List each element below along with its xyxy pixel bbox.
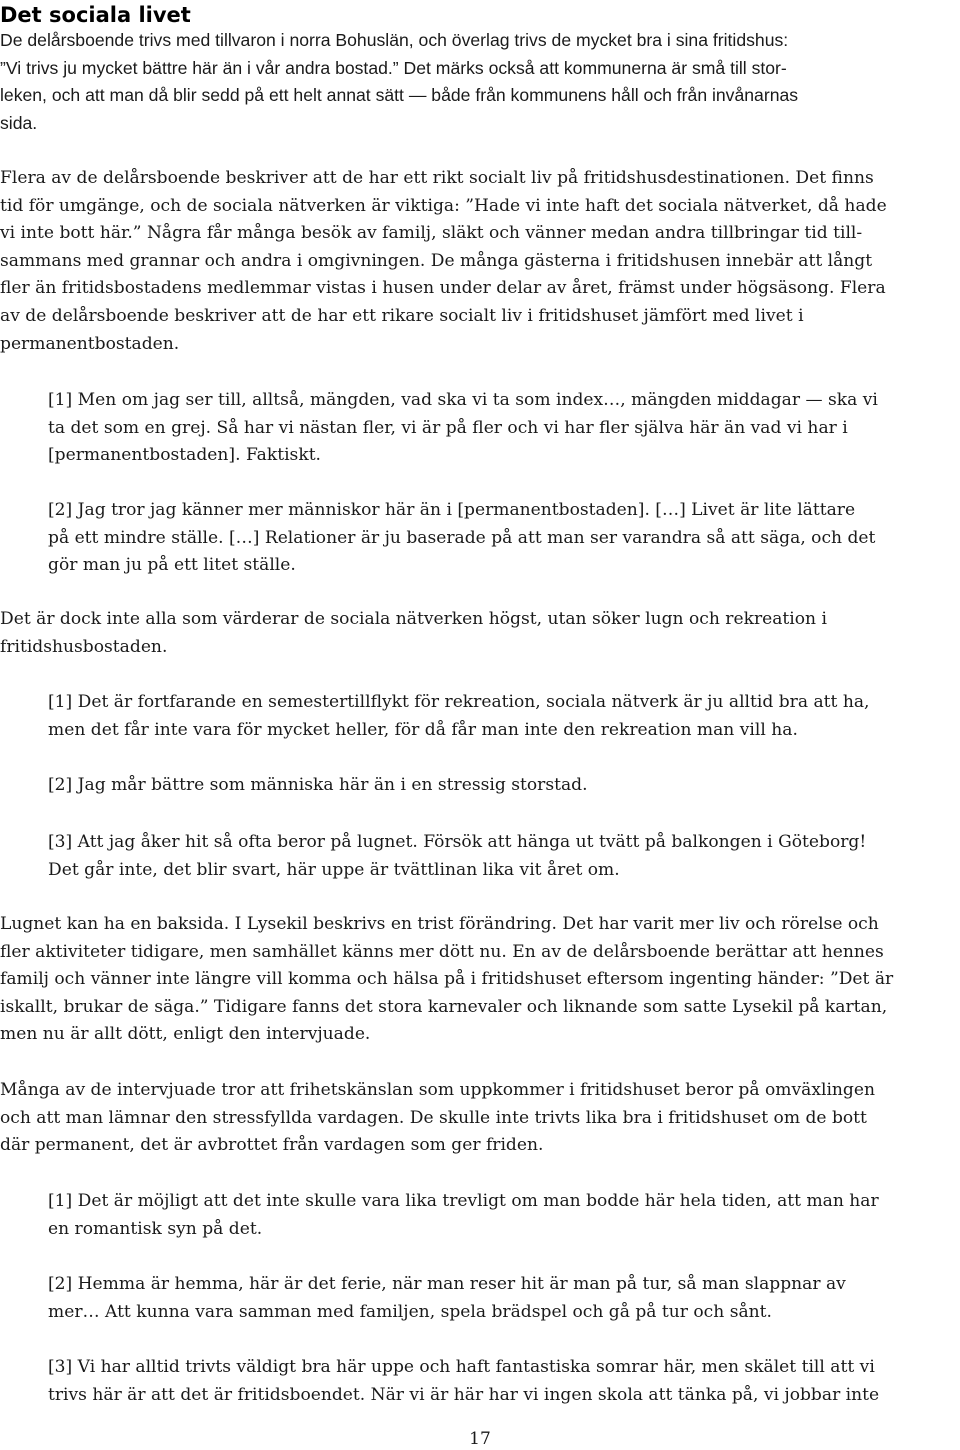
body-paragraph [0, 165, 955, 358]
text-line: Många av de intervjuade tror att frihetskänslan som uppkommer i fritidshuset beror på omväxlingen [0, 1080, 875, 1100]
text-line: [2] Jag mår bättre som människa här än i en stressig storstad. [48, 775, 588, 795]
text-line: av de delårsboende beskriver att de har ett rikare socialt liv i fritidshuset jämfört med livet i [0, 305, 804, 326]
text-line: [1] Men om jag ser till, alltså, mängden, vad ska vi ta som index…, mängden middagar — ska vi [48, 390, 878, 410]
text-line: [2] Jag tror jag känner mer människor här än i [permanentbostaden]. […] Livet är lite lättare [48, 500, 856, 520]
text-line: mer… Att kunna vara samman med familjen, spela brädspel och gå på tur och sånt. [48, 1301, 772, 1322]
section-heading: Det sociala livet [0, 3, 191, 27]
text-line: och att man lämnar den stressfyllda vardagen. De skulle inte trivts lika bra i fritidshuset om de bott [0, 1107, 867, 1128]
text-line: gör man ju på ett litet ställe. [48, 555, 296, 576]
text-line: leken, och att man då blir sedd på ett helt annat sätt — både från kommunens håll och från invånarnas [0, 85, 799, 106]
body-paragraph [0, 1077, 955, 1160]
text-line: Flera av de delårsboende beskriver att de har ett rikt socialt liv på fritidshusdestinationen. Det finns [0, 168, 874, 188]
text-line: fler än fritidsbostadens medlemmar vistas i husen under delar av året, främst under högsäsong. Flera [0, 278, 886, 299]
body-paragraph [0, 606, 955, 661]
text-line: en romantisk syn på det. [48, 1218, 263, 1239]
page-number: 17 [469, 1429, 491, 1449]
interview-quote [48, 497, 948, 580]
interview-quote [48, 1188, 948, 1243]
text-line: permanentbostaden. [0, 333, 180, 354]
interview-quote [48, 387, 948, 470]
text-line: fler aktiviteter tidigare, men samhället känns mer dött nu. En av de delårsboende berättar att hennes [0, 941, 884, 962]
text-line: på ett mindre ställe. […] Relationer är ju baserade på att man ser varandra så att säga, och det [48, 527, 876, 548]
text-line: [1] Det är fortfarande en semestertillflykt för rekreation, sociala nätverk är ju alltid bra att ha, [48, 692, 870, 712]
text-line: Det går inte, det blir svart, här uppe är tvättlinan lika vit året om. [48, 859, 620, 880]
text-line: [permanentbostaden]. Faktiskt. [48, 445, 321, 466]
body-paragraph [0, 911, 955, 1049]
text-line: [3] Att jag åker hit så ofta beror på lugnet. Försök att hänga ut tvätt på balkongen i Göteborg! [48, 832, 867, 852]
text-line: sida. [0, 112, 38, 133]
text-line: Det är dock inte alla som värderar de sociala nätverken högst, utan söker lugn och rekreation i [0, 609, 827, 629]
text-line: trivs här är att det är fritidsboendet. När vi är här har vi ingen skola att tänka på, vi jobbar inte [48, 1384, 880, 1405]
text-line: sammans med grannar och andra i omgivningen. De många gästerna i fritidshusen innebär att långt [0, 250, 873, 271]
text-line: Lugnet kan ha en baksida. I Lysekil beskrivs en trist förändring. Det har varit mer liv och rörelse och [0, 914, 879, 934]
text-line: [2] Hemma är hemma, här är det ferie, när man reser hit är man på tur, så man slappnar av [48, 1274, 846, 1294]
text-line: [1] Det är möjligt att det inte skulle vara lika trevligt om man bodde här hela tiden, att man har [48, 1191, 879, 1211]
text-line: men nu är allt dött, enligt den intervjuade. [0, 1024, 371, 1045]
text-line: ta det som en grej. Så har vi nästan fler, vi är på fler och vi har fler själva här än vad vi har i [48, 417, 848, 438]
text-line: där permanent, det är avbrottet från vardagen som ger friden. [0, 1135, 544, 1156]
text-line: De delårsboende trivs med tillvaron i norra Bohuslän, och överlag trivs de mycket bra i sina fritidshus: [0, 30, 789, 50]
interview-quote [48, 689, 948, 744]
intro-paragraph [0, 27, 955, 137]
interview-quote [48, 772, 948, 800]
interview-quote [48, 829, 948, 884]
text-line: iskallt, brukar de säga.” Tidigare fanns det stora karnevaler och liknande som satte Lysekil på kartan, [0, 996, 888, 1017]
text-line: [3] Vi har alltid trivts väldigt bra här uppe och haft fantastiska somrar här, men skälet till att vi [48, 1357, 875, 1377]
text-line: familj och vänner inte längre vill komma och hälsa på i fritidshuset eftersom ingenting händer: ”Det är [0, 969, 894, 990]
interview-quote [48, 1354, 948, 1409]
text-line: fritidshusbostaden. [0, 636, 168, 657]
text-line: men det får inte vara för mycket heller, för då får man inte den rekreation man vill ha. [48, 719, 798, 740]
text-line: ”Vi trivs ju mycket bättre här än i vår andra bostad.” Det märks också att kommunerna är små till stor- [0, 57, 787, 78]
interview-quote [48, 1271, 948, 1326]
text-line: tid för umgänge, och de sociala nätverken är viktiga: ”Hade vi inte haft det sociala nätverket, då hade [0, 195, 887, 216]
text-line: vi inte bott här.” Några får många besök av familj, släkt och vänner medan andra tillbringar tid till- [0, 223, 863, 244]
